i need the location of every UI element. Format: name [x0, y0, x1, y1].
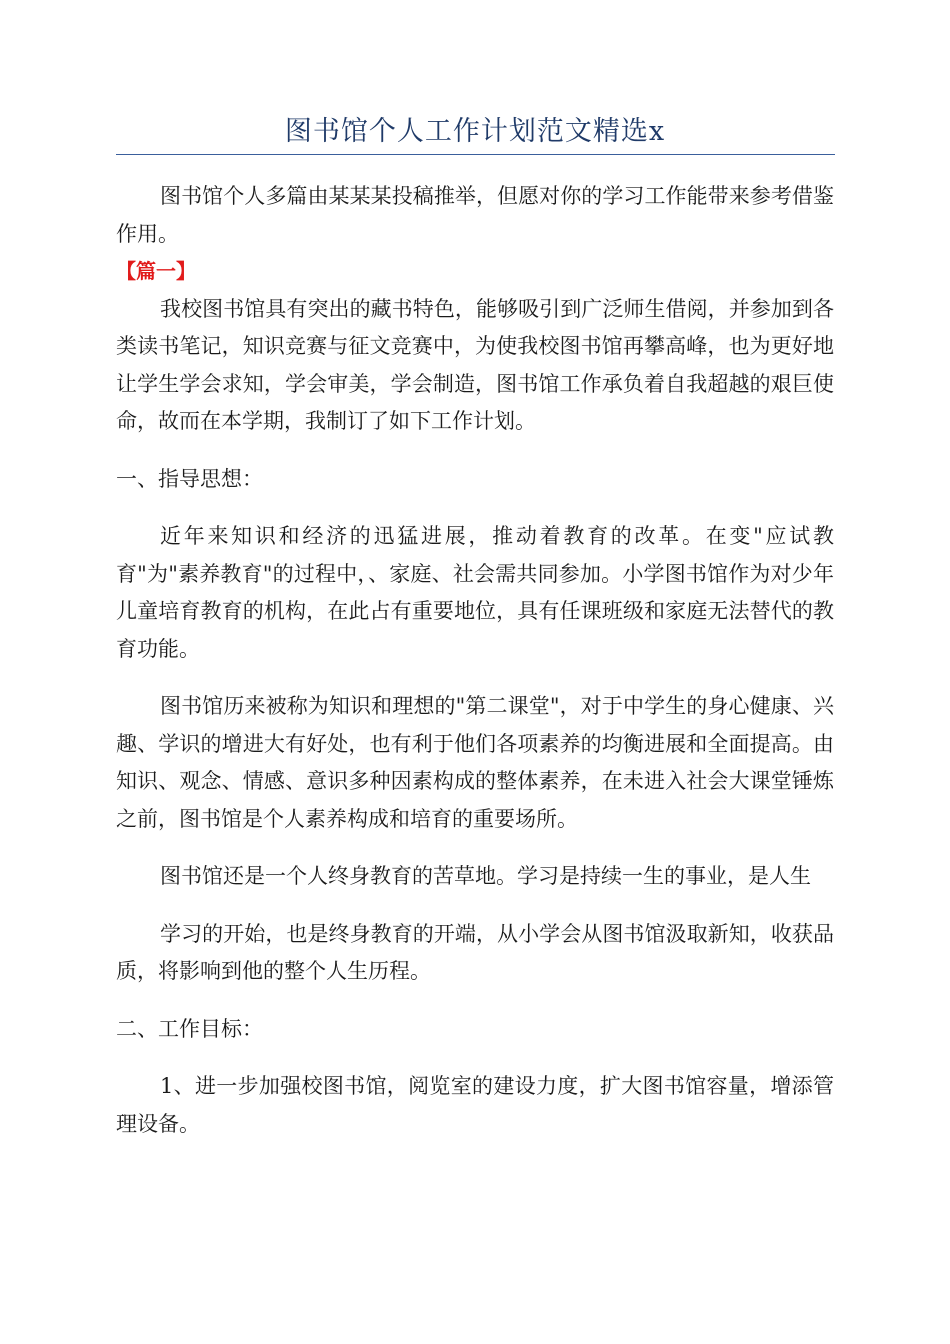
body-paragraph: 近年来知识和经济的迅猛进展，推动着教育的改革。在变"应试教育"为"素养教育"的过程中，、家庭、社会需共同参加。小学图书馆作为对少年儿童培育教育的机构，在此占有重要地位，具有任课班级和家庭无法替代的教育功能。	[116, 524, 834, 661]
section-heading: 一、指导思想：	[116, 466, 263, 491]
section-label: 【篇一】	[116, 259, 196, 283]
section-heading: 二、工作目标：	[116, 1016, 263, 1041]
document-title: 图书馆个人工作计划范文精选x	[284, 116, 666, 147]
body-paragraph: 1、进一步加强校图书馆，阅览室的建设力度，扩大图书馆容量，增添管理设备。	[116, 1074, 834, 1136]
body-paragraph: 图书馆还是一个人终身教育的苦草地。学习是持续一生的事业，是人生	[160, 864, 811, 888]
intro-paragraph: 图书馆个人多篇由某某某投稿推举，但愿对你的学习工作能带来参考借鉴作用。	[116, 184, 834, 246]
body-paragraph: 图书馆历来被称为知识和理想的"第二课堂"，对于中学生的身心健康、兴趣、学识的增进大有好处，也有利于他们各项素养的均衡进展和全面提高。由知识、观念、情感、意识多种因素构成的整体素养，在未进入社会大课堂锤炼之前，图书馆是个人素养构成和培育的重要场所。	[116, 694, 834, 831]
title-underline	[116, 154, 835, 155]
body-paragraph: 我校图书馆具有突出的藏书特色，能够吸引到广泛师生借阅，并参加到各类读书笔记，知识竞赛与征文竞赛中，为使我校图书馆再攀高峰，也为更好地让学生学会求知，学会审美，学会制造，图书馆工作承负着自我超越的艰巨使命，故而在本学期，我制订了如下工作计划。	[116, 296, 834, 433]
body-paragraph: 学习的开始，也是终身教育的开端，从小学会从图书馆汲取新知，收获品质，将影响到他的整个人生历程。	[116, 921, 834, 983]
document-body	[116, 178, 834, 1143]
